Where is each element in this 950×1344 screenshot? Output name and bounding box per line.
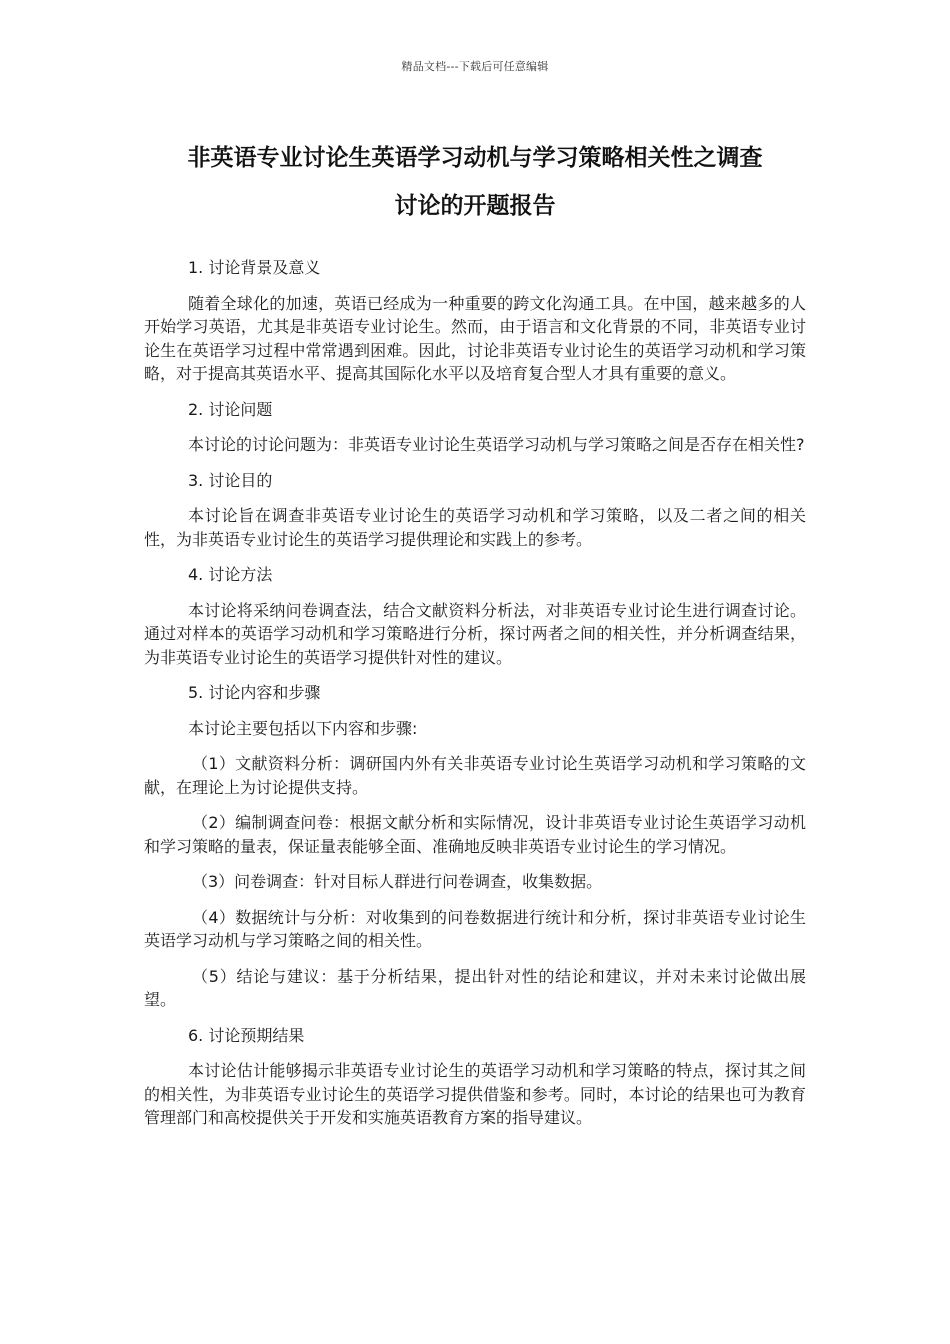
- step-item: （5）结论与建议：基于分析结果，提出针对性的结论和建议，并对未来讨论做出展望。: [144, 966, 806, 1009]
- section-body-purpose: 本讨论旨在调查非英语专业讨论生的英语学习动机和学习策略，以及二者之间的相关性，为非英语专业讨论生的英语学习提供理论和实践上的参考。: [144, 506, 806, 549]
- section-heading-expected-results: 6. 讨论预期结果: [188, 1025, 305, 1045]
- document-title: [110, 134, 840, 230]
- step-item: （4）数据统计与分析：对收集到的问卷数据进行统计和分析，探讨非英语专业讨论生英语学习动机与学习策略之间的相关性。: [144, 907, 806, 950]
- title-line-1: 非英语专业讨论生英语学习动机与学习策略相关性之调查: [187, 145, 763, 171]
- section-heading-background: 1. 讨论背景及意义: [188, 258, 321, 277]
- section-heading-content-steps: 5. 讨论内容和步骤: [188, 683, 321, 702]
- step-item: （3）问卷调查：针对目标人群进行问卷调查，收集数据。: [192, 872, 603, 891]
- step-item: （2）编制调查问卷：根据文献分析和实际情况，设计非英语专业讨论生英语学习动机和学习策略的量表，保证量表能够全面、准确地反映非英语专业讨论生的学习情况。: [144, 813, 806, 856]
- document-body: [144, 256, 806, 1142]
- section-intro-content-steps: 本讨论主要包括以下内容和步骤:: [188, 718, 418, 738]
- step-item: （1）文献资料分析：调研国内外有关非英语专业讨论生英语学习动机和学习策略的文献，在理论上为讨论提供支持。: [144, 754, 806, 797]
- section-body-method: 本讨论将采纳问卷调查法，结合文献资料分析法，对非英语专业讨论生进行调查讨论。通过对样本的英语学习动机和学习策略进行分析，探讨两者之间的相关性，并分析调查结果，为非英语专业讨论生的英语学习提供针对性的建议。: [144, 600, 806, 667]
- section-heading-method: 4. 讨论方法: [188, 565, 273, 584]
- section-body-expected-results: 本讨论估计能够揭示非英语专业讨论生的英语学习动机和学习策略的特点，探讨其之间的相关性，为非英语专业讨论生的英语学习提供借鉴和参考。同时，本讨论的结果也可为教育管理部门和高校提供关于开发和实施英语教育方案的指导建议。: [144, 1061, 806, 1127]
- section-body-question: 本讨论的讨论问题为：非英语专业讨论生英语学习动机与学习策略之间是否存在相关性?: [188, 435, 805, 454]
- section-body-background: 随着全球化的加速，英语已经成为一种重要的跨文化沟通工具。在中国，越来越多的人开始学习英语，尤其是非英语专业讨论生。然而，由于语言和文化背景的不同，非英语专业讨论生在英语学习过程中常常遇到困难。因此，讨论非英语专业讨论生的英语学习动机和学习策略，对于提高其英语水平、提高其国际化水平以及培育复合型人才具有重要的意义。: [144, 293, 806, 383]
- section-heading-purpose: 3. 讨论目的: [188, 470, 273, 490]
- page-header-note: 精品文档---下载后可任意编辑: [401, 60, 549, 73]
- section-heading-question: 2. 讨论问题: [188, 399, 273, 419]
- title-line-2: 讨论的开题报告: [394, 193, 556, 219]
